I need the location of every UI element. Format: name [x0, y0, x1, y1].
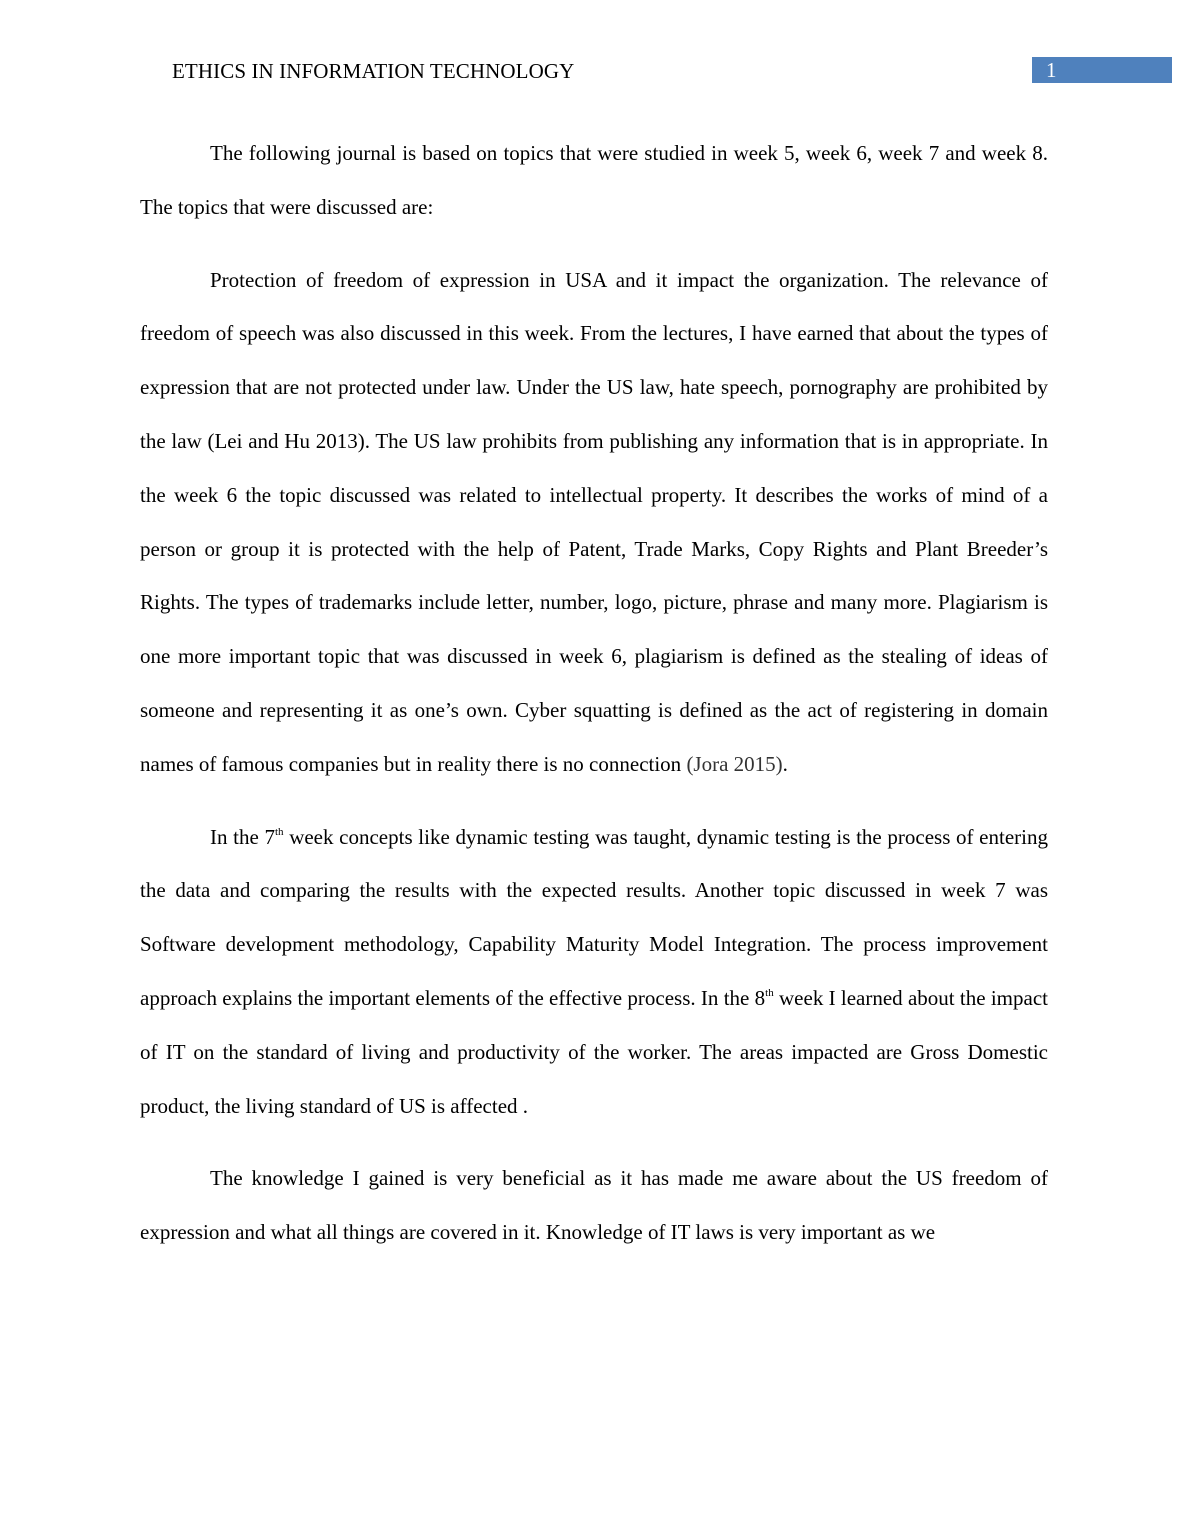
- paragraph-week-5-6-text: Protection of freedom of expression in USA and it impact the organization. The relevance of freedom of speech was also discussed in this week. From the lectures, I have earned that about the types of expression that are not protected under law. Under the US law, hate speech, pornography are prohibited by the law (Lei and Hu 2013). The US law prohibits from publishing any information that is in appropriate. In the week 6 the topic discussed was related to intellectual property. It describes the works of mind of a person or group it is protected with the help of Patent, Trade Marks, Copy Rights and Plant Breeder’s Rights. The types of trademarks include letter, number, logo, picture, phrase and many more. Plagiarism is one more important topic that was discussed in week 6, plagiarism is defined as the stealing of ideas of someone and representing it as one’s own. Cyber squatting is defined as the act of registering in domain names of famous companies but in reality there is no connection: [140, 267, 1048, 776]
- paragraph-knowledge: The knowledge I gained is very beneficial as it has made me aware about the US freedom of expression and what all things are covered in it. Knowledge of IT laws is very important as we: [140, 1166, 1048, 1245]
- page-number-box: [1032, 57, 1172, 83]
- paragraph-week-5-6-end: .: [782, 751, 788, 776]
- document-body: [140, 127, 1048, 1279]
- paragraph-week-7-8: [140, 811, 1048, 1134]
- ordinal-superscript: th: [274, 825, 284, 838]
- citation-jora: (Jora 2015): [686, 751, 783, 776]
- paragraph-week-7-8-text-b: week concepts like dynamic testing was taught, dynamic testing is the process of entering the data and comparing the results with the expected results. Another topic discussed in week 7 was Software development methodology, Capability Maturity Model Integration. The process improvement approach explains the important elements of the effective process. In the 8: [140, 824, 1048, 1010]
- paragraph-week-7-8-text-a: In the 7: [210, 824, 275, 849]
- paragraph-week-7-8-text-c: week I learned about the impact of IT on the standard of living and productivity of the worker. The areas impacted are Gross Domestic product, the living standard of US is affected .: [140, 985, 1048, 1118]
- paragraph-week-5-6: [140, 254, 1048, 792]
- running-head: ETHICS IN INFORMATION TECHNOLOGY: [172, 59, 575, 83]
- paragraph-intro: The following journal is based on topics that were studied in week 5, week 6, week 7 and week 8. The topics that were discussed are:: [140, 141, 1048, 219]
- page-number: 1: [1046, 58, 1057, 82]
- page-header: [0, 0, 1190, 100]
- ordinal-superscript: th: [765, 986, 774, 999]
